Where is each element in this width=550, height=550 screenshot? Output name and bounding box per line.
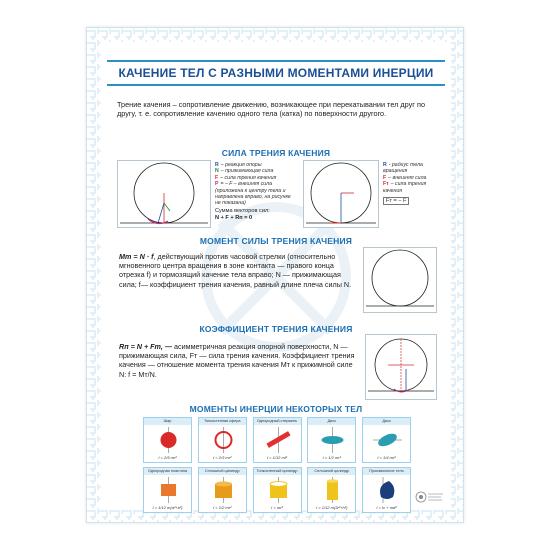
plate-icon [144,475,193,505]
title-bar [101,60,451,86]
inertia-card-hollow-sphere: Тонкостенная сфера I = 2/3 mr² [198,417,247,463]
hollow-cylinder-icon [254,475,303,505]
inertia-card-vertical-cylinder: Сплошной цилиндр I = 1/12 m(3r²+h²) [307,467,356,513]
section-title-rolling-friction-coefficient: КОЭФФИЦИЕНТ ТРЕНИЯ КАЧЕНИЯ [199,324,353,334]
inertia-card-rod: Однородный стержень I = 1/12 ml² [253,417,302,463]
inertia-card-disk: Диск I = 1/2 mr² [307,417,356,463]
publisher-logo-icon [415,490,445,504]
cylinder-icon [199,475,248,505]
page-title: КАЧЕНИЕ ТЕЛ С РАЗНЫМИ МОМЕНТАМИ ИНЕРЦИИ [118,66,434,80]
hollow-sphere-icon [199,425,248,455]
coefficient-description: Rп = N + Fт, — асимметричная реакция опорной поверхности, N — прижимающая сила, Fт — сила трения качения. Коэффициент трения качения — отношение момента трения качения Mт к прижимной силе N: f = Mт/N. [119,342,355,379]
disk-icon [308,425,357,455]
figure-rolling-cylinder-right [303,160,379,228]
sphere-icon [144,425,193,455]
intro-text: Трение качения – сопротивление движению, возникающее при перекатывании тел друг по другу, т. е. сопротивление качению одного тела (катка) по поверхности другого. [117,100,425,118]
figure-moment-cylinder [363,247,437,313]
arbitrary-body-icon [363,475,412,505]
section-title-moments-of-inertia: МОМЕНТЫ ИНЕРЦИИ НЕКОТОРЫХ ТЕЛ [189,404,363,414]
inertia-card-sphere: Шар I = 2/5 mr² [143,417,192,463]
poster-content [101,42,451,510]
legend-left: R – реакция опоры N – прижимающая сила F – сила трения качения P = – F – внешняя сила (приложена к центру тела и направлена вправо, на рисунке не показана) Сумма векторов сил: N + F + Rп = 0 [215,162,291,222]
inertia-card-solid-cylinder: Сплошной цилиндр I = 1/2 mr² [198,467,247,513]
inertia-card-plate: Однородная пластина I = 1/12 m(a²+b²) [143,467,192,513]
inertia-card-arbitrary-body: Произвольное тело I = Iс + md² [362,467,411,513]
inertia-card-hollow-cylinder: Тонкостенный цилиндр I = mr² [253,467,302,513]
cylinder-vertical-icon [308,475,357,505]
poster [86,27,464,523]
section-title-rolling-friction-moment: МОМЕНТ СИЛЫ ТРЕНИЯ КАЧЕНИЯ [199,236,353,246]
figure-coefficient-cylinder [365,334,437,400]
inertia-card-disk-axis: Диск I = 1/4 mr² [362,417,411,463]
figure-rolling-cylinder-left [117,160,211,228]
legend-right: R - радиус тела вращения F – внешняя сила Fт – сила трения качения Fт = – F [383,162,427,205]
rod-icon [254,425,303,455]
section-title-rolling-friction-force: СИЛА ТРЕНИЯ КАЧЕНИЯ [221,148,331,158]
disk-axis-icon [363,425,412,455]
moment-description: Mт = N · f, действующий против часовой стрелки (относительно мгновенного центра вращения в зоне контакта — правого конца отрезка f) и тормозящий качение тела вправо; N — прижимающая сила; f— коэффициент трения качения, равный длине плеча силы N. [119,252,352,289]
inertia-cards-grid [143,417,411,513]
